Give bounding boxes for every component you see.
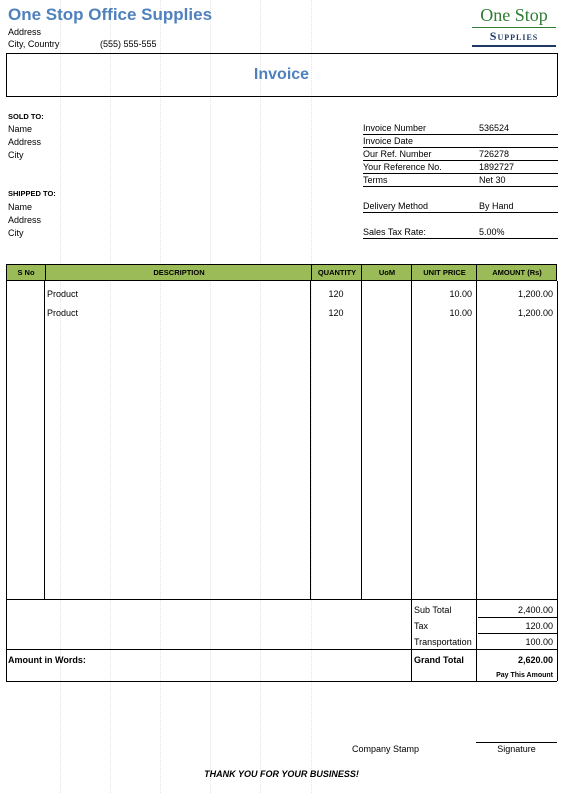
table-header [6,264,557,281]
subtotal-row [412,603,557,617]
gridline [311,0,312,793]
our-ref-label: Our Ref. Number [363,149,432,159]
row-2-description: Product [47,308,79,318]
logo-text-bottom: Supplies [472,27,556,47]
your-ref-row [363,161,558,174]
thank-you-message: THANK YOU FOR YOUR BUSINESS! [204,769,359,779]
shipped-to-address: Address [8,215,42,225]
tax-value: 120.00 [525,621,553,631]
row-2-unit-price: 10.00 [449,308,472,318]
delivery-row [363,200,558,213]
transport-row [412,635,557,649]
grand-total-divider [6,649,557,650]
invoice-number-label: Invoice Number [363,123,427,133]
subtotal-underline [478,617,557,618]
row-2-amount: 1,200.00 [517,308,553,318]
table-border-right [557,281,558,681]
title-divider [6,96,557,97]
col-divider [44,281,45,599]
terms-row [363,174,558,187]
row-1-description: Product [47,289,79,299]
tax-underline [478,633,557,634]
sold-to-address: Address [8,137,42,147]
company-city: City, Country [8,39,60,49]
company-phone: (555) 555-555 [100,39,157,49]
company-stamp-label: Company Stamp [352,744,420,754]
your-ref-label: Your Reference No. [363,162,442,172]
company-logo [472,5,556,47]
header-divider [6,53,557,54]
sold-to-label: SOLD TO: [8,112,44,121]
table-body-bottom [6,599,557,600]
header-description: DESCRIPTION [45,265,312,280]
table-border-left [6,281,7,681]
col-divider [310,281,311,599]
tax-row [412,619,557,633]
row-1-quantity: 120 [328,289,344,299]
company-name: One Stop Office Supplies [8,5,213,24]
shipped-to-name: Name [8,202,33,212]
gridline [110,0,111,793]
col-divider [361,281,362,599]
amount-in-words-label: Amount in Words: [8,655,86,665]
sales-tax-value: 5.00% [479,227,505,237]
header-sno: S No [17,268,35,277]
sales-tax-row [363,226,558,239]
shipped-to-label: SHIPPED TO: [8,189,56,198]
sold-to-name: Name [8,124,33,134]
title-box-right [557,53,558,96]
pay-this-amount-label: Pay This Amount [496,672,553,679]
delivery-label: Delivery Method [363,201,429,211]
invoice-number-value: 536524 [479,123,510,133]
company-address: Address [8,27,42,37]
gridline [260,0,261,793]
header-quantity: QUANTITY [311,265,362,280]
invoice-number-row [363,122,558,135]
tax-label: Tax [414,621,429,631]
gridline [60,0,61,793]
subtotal-label: Sub Total [414,605,452,615]
gridline [160,0,161,793]
delivery-value: By Hand [479,201,514,211]
subtotal-value: 2,400.00 [517,605,553,615]
signature-label: Signature [497,744,536,754]
gridline [210,0,211,793]
terms-label: Terms [363,175,388,185]
shipped-to-city: City [8,228,24,238]
table-bottom [6,681,557,682]
row-2-quantity: 120 [328,308,344,318]
transport-value: 100.00 [525,637,553,647]
logo-text-top: One Stop [480,5,548,25]
grand-total-label: Grand Total [414,655,464,665]
header-unit-price: UNIT PRICE [411,265,477,280]
signature-line [476,742,557,743]
row-1-unit-price: 10.00 [449,289,472,299]
sold-to-city: City [8,150,24,160]
our-ref-value: 726278 [479,149,510,159]
transport-label: Transportation [414,637,472,647]
page-title: Invoice [253,66,310,83]
your-ref-value: 1892727 [479,162,515,172]
our-ref-row [363,148,558,161]
sales-tax-label: Sales Tax Rate: [363,227,426,237]
invoice-date-row [363,135,558,148]
header-amount: AMOUNT (Rs) [476,265,557,280]
grand-total-value: 2,620.00 [517,655,553,665]
invoice-date-label: Invoice Date [363,136,414,146]
header-uom: UoM [361,265,412,280]
row-1-amount: 1,200.00 [517,289,553,299]
terms-value: Net 30 [479,175,506,185]
